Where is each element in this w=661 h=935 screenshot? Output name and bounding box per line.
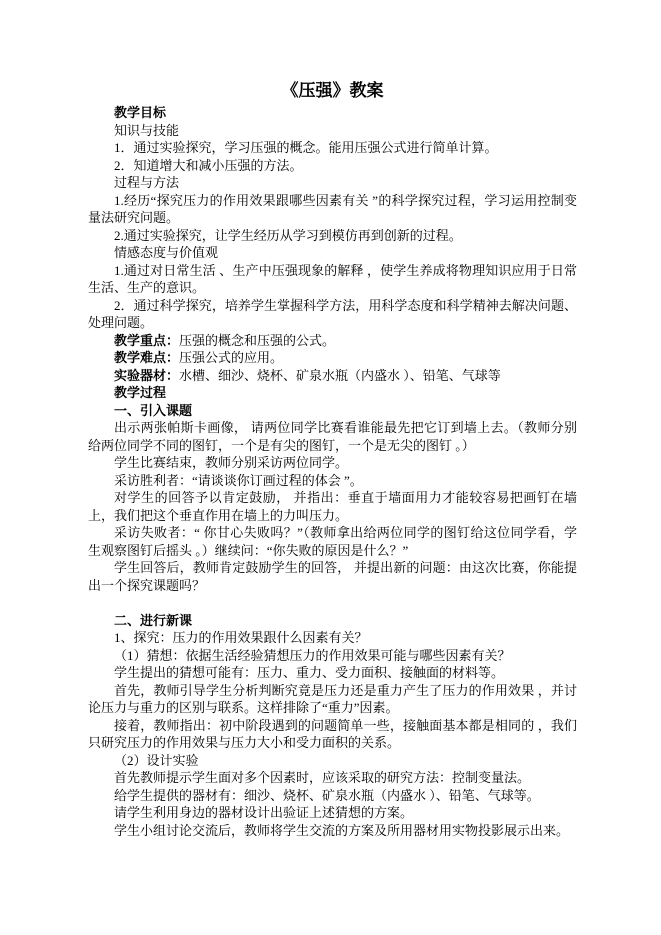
paragraph: 知识与技能	[114, 122, 180, 138]
paragraph: 请学生利用身边的器材设计出验证上述猜想的方案。	[114, 805, 414, 820]
paragraph: 情感态度与价值观	[114, 245, 219, 260]
paragraph: 采访胜利者：“请谈谈你订画过程的体会 ”。	[114, 472, 363, 488]
paragraph: （2）设计实验	[114, 752, 199, 768]
paragraph: 1.通过对日常生活 、生产中压强现象的解释 ，使学生养成将物理知识应用于日常生活、生产的意识。	[88, 262, 577, 295]
paragraph: 学生回答后，教师肯定鼓励学生的回答， 并提出新的问题：由这次比赛，你能提出一个探究课题吗？	[88, 560, 577, 593]
paragraph-text: 压强公式的应用。	[179, 350, 284, 365]
paragraph-label: 实验器材：	[114, 367, 180, 383]
paragraph: 接着，教师指出：初中阶段遇到的问题简单一些，接触面基本都是相同的 ，我们只研究压力的作用效果与压力大小和受力面积的关系。	[88, 717, 577, 750]
paragraph: 2．通过科学探究，培养学生掌握科学方法，用科学态度和科学精神去解决问题、处理问题。	[88, 297, 577, 330]
section-heading: 教学过程	[114, 385, 167, 400]
section-heading: 教学目标	[114, 105, 167, 120]
document-body	[88, 80, 577, 839]
paragraph	[88, 367, 577, 385]
paragraph: 2．知道增大和减小压强的方法。	[114, 157, 303, 173]
paragraph: 对学生的回答予以肯定鼓励， 并指出：垂直于墙面用力才能较容易把画钉在墙上，我们把这个垂直作用在墙上的力叫压力。	[88, 490, 577, 523]
paragraph: 2.通过实验探究，让学生经历从学习到模仿再到创新的过程。	[114, 227, 462, 243]
section-heading: 一、引入课题	[114, 402, 193, 418]
paragraph: 采访失败者：“ 你甘心失败吗？”（教师拿出给两位同学的图钉给这位同学看，学生观察图钉后摇头 。）继续问：“你失败的原因是什么？”	[88, 525, 577, 558]
paragraph: 首先教师提示学生面对多个因素时，应该采取的研究方法：控制变量法。	[114, 770, 531, 785]
paragraph-label: 教学难点：	[114, 350, 180, 365]
paragraph	[88, 349, 577, 367]
section-heading: 二、进行新课	[114, 612, 193, 628]
blank-line	[88, 594, 577, 612]
paragraph: 出示两张帕斯卡画像， 请两位同学比赛看谁能最先把它订到墙上去。（教师分别给两位同学不同的图钉，一个是有尖的图钉，一个是无尖的图钉 。）	[88, 420, 577, 453]
paragraph: 过程与方法	[114, 175, 180, 190]
paragraph: 学生提出的猜想可能有：压力、重力、受力面积、接触面的材料等。	[114, 665, 505, 680]
paragraph: 给学生提供的器材有：细沙、烧杯、矿泉水瓶（内盛水 ）、铅笔、气球等。	[114, 787, 540, 803]
document-title: 《压强》教案	[281, 81, 384, 100]
paragraph: 学生比赛结束，教师分别采访两位同学。	[114, 455, 349, 470]
paragraph: （1）猜想：依据生活经验猜想压力的作用效果可能与哪些因素有关？	[114, 647, 511, 663]
paragraph: 1、探究：压力的作用效果跟什么因素有关？	[114, 630, 368, 645]
paragraph	[88, 332, 577, 350]
paragraph: 1．通过实验探究，学习压强的概念。能用压强公式进行简单计算。	[114, 140, 498, 155]
paragraph-text: 水槽、细沙、烧杯、矿泉水瓶（内盛水 ）、铅笔、气球等	[179, 367, 501, 383]
paragraph: 首先，教师引导学生分析判断究竟是压力还是重力产生了压力的作用效果 ，并讨论压力与重力的区别与联系。这样排除了“重力”因素。	[88, 682, 577, 715]
paragraph: 1.经历“探究压力的作用效果跟哪些因素有关 ”的科学探究过程，学习运用控制变量法研究问题。	[88, 192, 577, 225]
paragraph-text: 压强的概念和压强的公式。	[179, 332, 336, 348]
paragraph: 学生小组讨论交流后，教师将学生交流的方案及所用器材用实物投影展示出来。	[114, 822, 570, 838]
paragraph-label: 教学重点：	[114, 332, 180, 348]
